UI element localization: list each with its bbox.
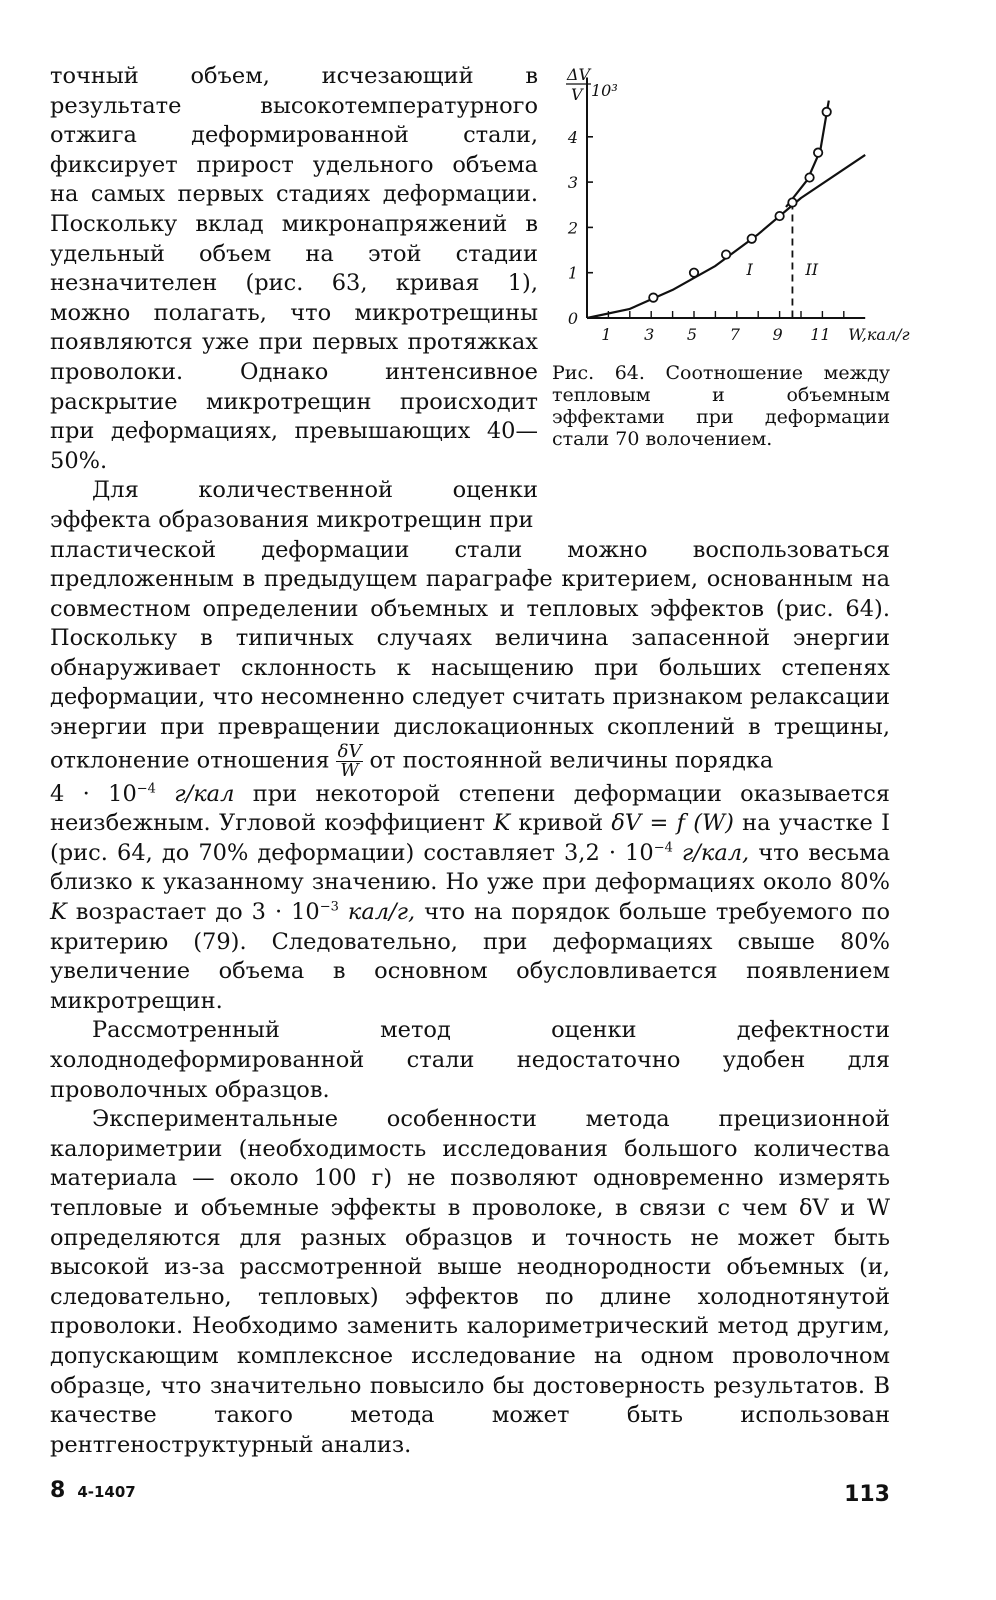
text-run: кривой: [510, 810, 612, 837]
symbol-k: K: [493, 810, 511, 837]
paragraph-2-wide-text: пластической деформации стали можно воспользоваться предложенным в предыдущем параграфе критерием, основанным на совместном определении объемных и тепловых эффектов (рис. 64). Поскольку в типичных случаях величина запасенной энергии обнаруживает склонность к насыщению при больших степенях деформации, что несомненно следует считать признаком релаксации энергии при превращении дислокационных скоплений в трещины, отклонение отношения: [50, 536, 890, 774]
data-point: [805, 173, 813, 181]
fraction-dv-w: [336, 740, 364, 781]
exponent: −3: [319, 899, 339, 915]
text-run: что весьма близко к указанному значению. Но уже при деформациях около 80%: [50, 839, 890, 896]
x-tick-label: 9: [772, 325, 783, 344]
unit: кал/г,: [338, 899, 416, 926]
x-tick-label: 1: [601, 325, 612, 344]
x-tick-label: 7: [729, 325, 740, 344]
data-point: [822, 108, 830, 116]
data-point: [775, 212, 783, 220]
exponent: −4: [136, 781, 156, 797]
unit: г/кал,: [672, 839, 750, 866]
data-point: [649, 293, 657, 301]
x-tick-label: 11: [810, 325, 831, 344]
y-axis-label-denominator: V: [571, 85, 583, 104]
fraction-denominator: W: [340, 759, 359, 781]
paragraph-1: точный объем, исчезающий в результате высокотемпературного отжига деформированной стали, фиксирует прирост удельного объема на самых первых стадиях деформации. Поскольку вклад микронапряжений в удельный объем на этой стадии незначителен (рис. 63, кривая 1), можно полагать, что микротрещины появляются уже при первых протяжках проволоки. Однако интенсивное раскрытие микротрещин происходит при деформациях, превышающих 40—50%.: [50, 63, 538, 474]
y-tick-label: 1: [567, 263, 578, 283]
figure-64: [552, 62, 910, 450]
signature-number: 8: [50, 1478, 66, 1503]
chart-labels: [566, 65, 910, 344]
y-tick-label: 0: [567, 309, 578, 328]
paragraph-2-wide: [50, 536, 890, 780]
paragraph-3: Рассмотренный метод оценки дефектности холоднодеформированной стали недостаточно удобен для проволочных образцов.: [50, 1017, 890, 1103]
chart-svg: [552, 62, 910, 360]
region-label-1: I: [746, 259, 753, 279]
y-tick-label: 3: [567, 173, 578, 193]
paragraph-2-after-fraction: от постоянной величины порядка: [369, 747, 774, 774]
paragraph-2-continued: [50, 780, 890, 1017]
data-point: [722, 250, 730, 258]
signature-mark: [50, 1478, 136, 1503]
x-axis-label: W,кал/г: [848, 325, 910, 344]
y-axis-label-exponent: 10³: [591, 81, 618, 100]
data-point: [814, 148, 822, 156]
text-run: 4 · 10: [50, 780, 137, 807]
formula: δV = f (W): [611, 810, 734, 837]
signature-code: 4-1407: [77, 1483, 136, 1501]
region-label-2: II: [805, 259, 819, 279]
x-tick-label: 3: [644, 325, 655, 344]
text-run: что на порядок больше требуемого по критерию (79). Следовательно, при деформациях свыше 80% увеличение объема в основном обусловливается появлением микротрещин.: [50, 899, 890, 1014]
symbol-k: K: [50, 899, 67, 926]
x-tick-label: 5: [686, 325, 698, 344]
chart-series: [587, 101, 865, 318]
exponent: −4: [653, 840, 673, 856]
data-point: [690, 269, 698, 277]
chart-ticks: [567, 128, 844, 344]
paragraph-4: Экспериментальные особенности метода прецизионной калориметрии (необходимость исследования большого количества материала — около 100 г) не позволяют одновременно измерять тепловые и объемные эффекты в проволоке, в связи с чем δV и W определяются для разных образцов и точность не может быть высокой из-за рассмотренной выше неоднородности объемных (и, следовательно, тепловых) эффектов по длине холоднотянутой проволоки. Необходимо заменить калориметрический метод другим, допускающим комплексное исследование на одном проволочном образце, что значительно повысило бы достоверность результатов. В качестве такого метода может быть использован рентгеноструктурный анализ.: [50, 1106, 890, 1458]
data-point: [788, 198, 796, 206]
text-run: возрастает до 3 · 10: [66, 899, 320, 926]
text-run: на участке I (рис. 64, до 70% деформации) составляет 3,2 · 10: [50, 810, 890, 866]
series-line-1: [587, 155, 865, 318]
paragraph-2-start: Для количественной оценки эффекта образования микротрещин при: [50, 477, 538, 533]
y-tick-label: 2: [567, 218, 578, 238]
fraction-numerator: δV: [337, 740, 362, 762]
y-axis-label-numerator: ΔV: [567, 65, 591, 84]
y-tick-label: 4: [567, 127, 578, 147]
data-point: [748, 235, 756, 243]
unit: г/кал: [155, 780, 235, 807]
figure-caption: Рис. 64. Соотношение между тепловым и объемным эффектами при деформации стали 70 волочением.: [552, 362, 890, 450]
text-run: при некоторой степени деформации оказывается неизбежным. Угловой коэффициент: [50, 780, 890, 837]
page-number: 113: [844, 1482, 890, 1507]
